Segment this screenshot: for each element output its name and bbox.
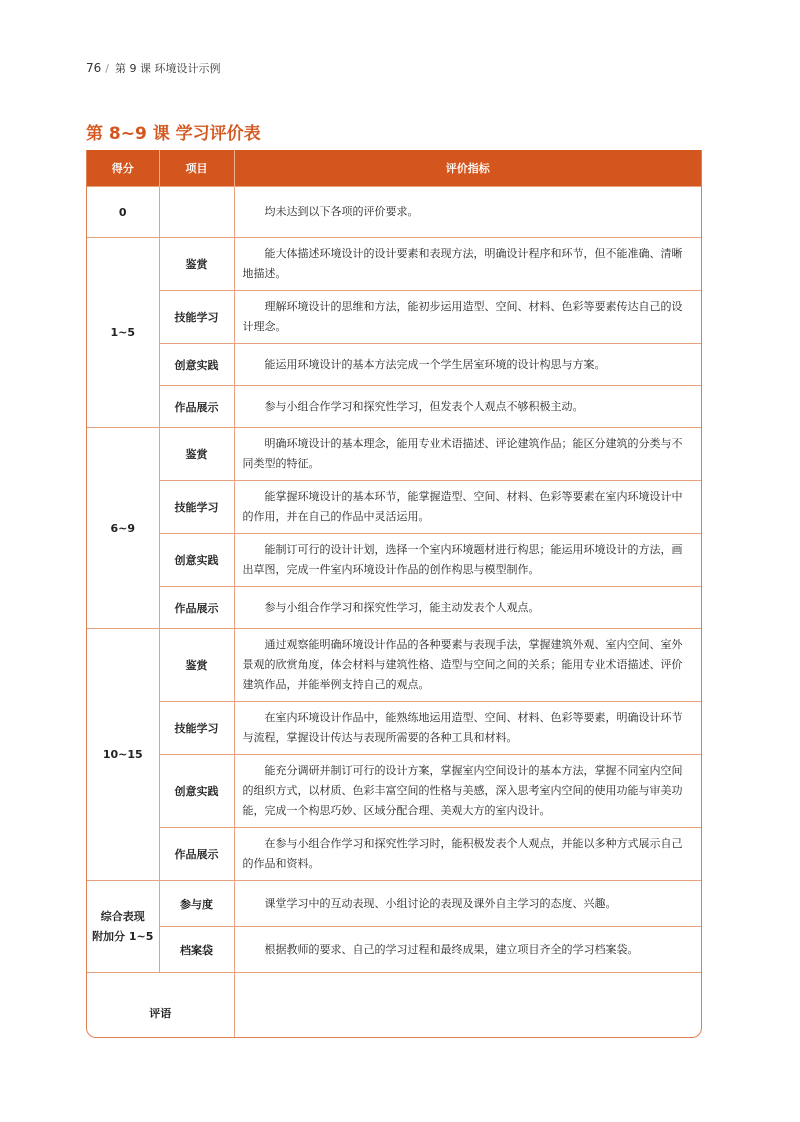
score-cell: 1~5 bbox=[87, 238, 159, 428]
item-cell: 作品展示 bbox=[159, 587, 234, 629]
criteria-cell: 能制订可行的设计计划，选择一个室内环境题材进行构思；能运用环境设计的方法，画出草图，完成一件室内环境设计作品的创作构思与模型制作。 bbox=[234, 534, 701, 587]
col-header-item: 项目 bbox=[159, 150, 234, 187]
running-head bbox=[86, 60, 221, 76]
table-row bbox=[87, 481, 701, 534]
item-cell: 技能学习 bbox=[159, 702, 234, 755]
item-cell: 创意实践 bbox=[159, 534, 234, 587]
table-row bbox=[87, 927, 701, 973]
item-cell: 档案袋 bbox=[159, 927, 234, 973]
item-cell: 技能学习 bbox=[159, 481, 234, 534]
table-row bbox=[87, 428, 701, 481]
table-row bbox=[87, 702, 701, 755]
separator: / bbox=[105, 62, 109, 75]
table-row bbox=[87, 828, 701, 881]
score-cell: 10~15 bbox=[87, 629, 159, 881]
comment-label: 评语 bbox=[87, 973, 234, 1039]
criteria-cell: 能大体描述环境设计的设计要素和表现方法，明确设计程序和环节，但不能准确、清晰地描述。 bbox=[234, 238, 701, 291]
criteria-cell: 理解环境设计的思维和方法，能初步运用造型、空间、材料、色彩等要素传达自己的设计理念。 bbox=[234, 291, 701, 344]
criteria-cell: 在室内环境设计作品中，能熟练地运用造型、空间、材料、色彩等要素，明确设计环节与流程，掌握设计传达与表现所需要的各种工具和材料。 bbox=[234, 702, 701, 755]
table-header-row bbox=[87, 150, 701, 187]
criteria-cell: 能充分调研并制订可行的设计方案，掌握室内空间设计的基本方法，掌握不同室内空间的组织方式，以材质、色彩丰富空间的性格与美感，深入思考室内空间的使用功能与审美功能，完成一个构思巧妙、区域分配合理、美观大方的室内设计。 bbox=[234, 755, 701, 828]
item-cell: 作品展示 bbox=[159, 386, 234, 428]
table-row bbox=[87, 629, 701, 702]
item-cell: 鉴赏 bbox=[159, 428, 234, 481]
bonus-score-line2: 附加分 1~5 bbox=[92, 929, 154, 943]
criteria-cell: 均未达到以下各项的评价要求。 bbox=[234, 187, 701, 238]
criteria-cell: 在参与小组合作学习和探究性学习时，能积极发表个人观点，并能以多种方式展示自己的作品和资料。 bbox=[234, 828, 701, 881]
item-cell: 鉴赏 bbox=[159, 629, 234, 702]
criteria-cell: 课堂学习中的互动表现、小组讨论的表现及课外自主学习的态度、兴趣。 bbox=[234, 881, 701, 927]
criteria-cell: 明确环境设计的基本理念，能用专业术语描述、评论建筑作品；能区分建筑的分类与不同类型的特征。 bbox=[234, 428, 701, 481]
evaluation-table bbox=[87, 150, 701, 1038]
table-row bbox=[87, 238, 701, 291]
table-row-comment bbox=[87, 973, 701, 1039]
score-cell: 0 bbox=[87, 187, 159, 238]
evaluation-table-wrapper bbox=[86, 150, 702, 1038]
criteria-cell: 能掌握环境设计的基本环节，能掌握造型、空间、材料、色彩等要素在室内环境设计中的作用，并在自己的作品中灵活运用。 bbox=[234, 481, 701, 534]
table-row bbox=[87, 881, 701, 927]
criteria-cell: 参与小组合作学习和探究性学习，但发表个人观点不够积极主动。 bbox=[234, 386, 701, 428]
item-cell: 技能学习 bbox=[159, 291, 234, 344]
item-cell-empty bbox=[159, 187, 234, 238]
table-row bbox=[87, 344, 701, 386]
table-row bbox=[87, 534, 701, 587]
page-title: 第 8~9 课 学习评价表 bbox=[86, 124, 261, 144]
col-header-criteria: 评价指标 bbox=[234, 150, 701, 187]
item-cell: 鉴赏 bbox=[159, 238, 234, 291]
item-cell: 作品展示 bbox=[159, 828, 234, 881]
table-row-score-0 bbox=[87, 187, 701, 238]
table-row bbox=[87, 386, 701, 428]
criteria-cell: 参与小组合作学习和探究性学习，能主动发表个人观点。 bbox=[234, 587, 701, 629]
item-cell: 创意实践 bbox=[159, 344, 234, 386]
criteria-cell: 根据教师的要求、自己的学习过程和最终成果，建立项目齐全的学习档案袋。 bbox=[234, 927, 701, 973]
table-row bbox=[87, 291, 701, 344]
bonus-score-line1: 综合表现 bbox=[100, 909, 145, 923]
criteria-cell: 能运用环境设计的基本方法完成一个学生居室环境的设计构思与方案。 bbox=[234, 344, 701, 386]
page-number: 76 bbox=[86, 61, 102, 75]
table-row bbox=[87, 755, 701, 828]
score-cell: 6~9 bbox=[87, 428, 159, 629]
comment-blank bbox=[234, 973, 701, 1039]
lesson-label: 第 9 课 环境设计示例 bbox=[115, 62, 221, 75]
col-header-score: 得分 bbox=[87, 150, 159, 187]
item-cell: 创意实践 bbox=[159, 755, 234, 828]
table-row bbox=[87, 587, 701, 629]
criteria-cell: 通过观察能明确环境设计作品的各种要素与表现手法，掌握建筑外观、室内空间、室外景观的欣赏角度，体会材料与建筑性格、造型与空间之间的关系；能用专业术语描述、评价建筑作品，并能举例支持自己的观点。 bbox=[234, 629, 701, 702]
bonus-score-cell bbox=[87, 881, 159, 973]
item-cell: 参与度 bbox=[159, 881, 234, 927]
